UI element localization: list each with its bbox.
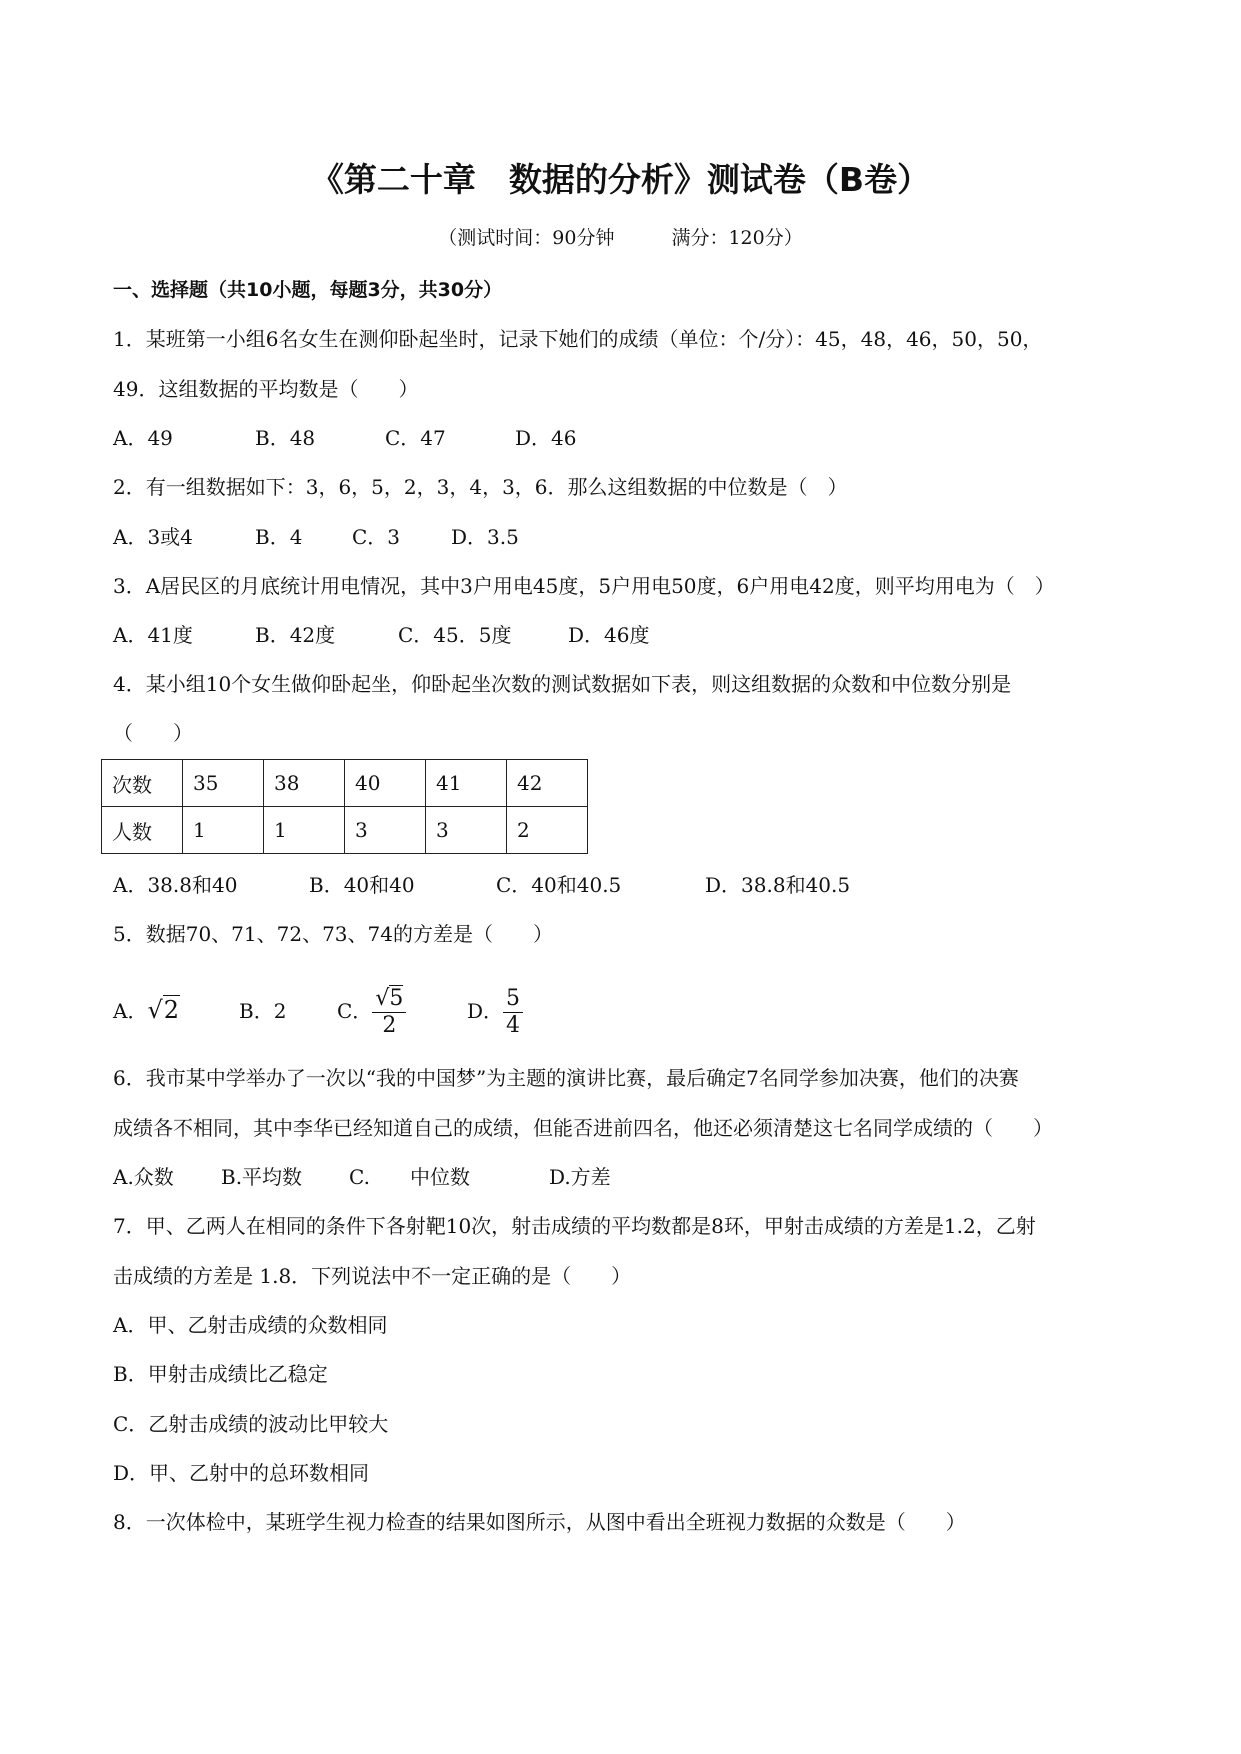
q7-option-b: B．甲射击成绩比乙稳定 — [113, 1362, 328, 1386]
q7-option-a: A．甲、乙射击成绩的众数相同 — [113, 1313, 388, 1337]
q5-options — [113, 980, 523, 1040]
table-cell: 2 — [507, 807, 588, 854]
q6-stem-line2: 成绩各不相同，其中李华已经知道自己的成绩，但能否进前四名，他还必须清楚这七名同学成绩的（ ） — [113, 1116, 1053, 1140]
q1-options — [113, 425, 576, 451]
q4-option-b: B．40和40 — [309, 873, 415, 897]
q1-option-c: C．47 — [385, 426, 446, 450]
q2-option-a: A．3或4 — [113, 525, 193, 549]
q4-option-a: A．38.8和40 — [113, 873, 238, 897]
table-row — [102, 760, 588, 807]
q7-stem-line2: 击成绩的方差是 1.8．下列说法中不一定正确的是（ ） — [113, 1264, 632, 1288]
table-cell: 41 — [426, 760, 507, 807]
q6-option-b: B.平均数 — [221, 1165, 303, 1189]
q1-stem-line2: 49．这组数据的平均数是（ ） — [113, 377, 419, 401]
q6-option-d: D.方差 — [549, 1165, 611, 1189]
table-cell: 次数 — [102, 760, 183, 807]
sqrt-expression: √2 — [147, 996, 180, 1024]
q2-option-b: B．4 — [255, 525, 303, 549]
table-cell: 38 — [264, 760, 345, 807]
q3-stem: 3．A居民区的月底统计用电情况，其中3户用电45度，5户用电50度，6户用电42度，则平均用电为（ ） — [113, 574, 1055, 598]
q1-option-a: A．49 — [113, 426, 173, 450]
q6-option-c: C. 中位数 — [349, 1165, 470, 1189]
q4-option-c: C．40和40.5 — [496, 873, 622, 897]
q6-options — [113, 1164, 611, 1190]
table-cell: 1 — [183, 807, 264, 854]
q5-option-d: D． $\frac{5}{4}$ — [467, 981, 523, 1041]
table-cell: 3 — [345, 807, 426, 854]
page-title: 《第二十章 数据的分析》测试卷（B卷） — [310, 160, 931, 199]
q8-stem: 8．一次体检中，某班学生视力检查的结果如图所示，从图中看出全班视力数据的众数是（ ） — [113, 1510, 966, 1534]
q2-option-c: C．3 — [352, 525, 401, 549]
q4-data-table — [101, 759, 588, 854]
q7-stem-line1: 7．甲、乙两人在相同的条件下各射靶10次，射击成绩的平均数都是8环，甲射击成绩的方差是1.2，乙射 — [113, 1214, 1036, 1238]
q5-option-b: B．2 — [239, 999, 287, 1023]
q3-option-d: D．46度 — [568, 623, 650, 647]
table-cell: 3 — [426, 807, 507, 854]
q1-stem-line1: 1．某班第一小组6名女生在测仰卧起坐时，记录下她们的成绩（单位：个/分）：45，48，46，50，50， — [113, 327, 1043, 351]
q6-option-a: A.众数 — [113, 1165, 174, 1189]
q4-options — [113, 872, 850, 898]
q4-option-d: D．38.8和40.5 — [705, 873, 851, 897]
q7-option-c: C．乙射击成绩的波动比甲较大 — [113, 1412, 389, 1436]
q2-options — [113, 524, 519, 550]
section-heading: 一、选择题（共10小题，每题3分，共30分） — [113, 279, 503, 301]
q2-option-d: D．3.5 — [451, 525, 519, 549]
q3-option-c: C．45．5度 — [398, 623, 512, 647]
q2-stem: 2．有一组数据如下：3，6，5，2，3，4，3，6．那么这组数据的中位数是（ ） — [113, 475, 848, 499]
q1-option-d: D．46 — [515, 426, 577, 450]
q1-option-b: B．48 — [255, 426, 316, 450]
q3-options — [113, 622, 649, 648]
exam-info: （测试时间：90分钟 满分：120分） — [438, 227, 803, 249]
table-cell: 35 — [183, 760, 264, 807]
table-cell: 40 — [345, 760, 426, 807]
q7-option-d: D．甲、乙射中的总环数相同 — [113, 1461, 370, 1485]
q5-option-a: A．√2 — [113, 996, 180, 1024]
table-row — [102, 807, 588, 854]
q5-option-c: C． $\frac{√5}{2}$ — [337, 981, 467, 1041]
q5-stem: 5．数据70、71、72、73、74的方差是（ ） — [113, 922, 553, 946]
fraction: $\frac{5}{4}$ — [503, 986, 523, 1039]
table-cell: 42 — [507, 760, 588, 807]
q3-option-b: B．42度 — [255, 623, 336, 647]
q4-stem-line1: 4．某小组10个女生做仰卧起坐，仰卧起坐次数的测试数据如下表，则这组数据的众数和中位数分别是 — [113, 672, 1012, 696]
fraction: $\frac{√5}{2}$ — [372, 986, 406, 1039]
q6-stem-line1: 6．我市某中学举办了一次以“我的中国梦”为主题的演讲比赛，最后确定7名同学参加决赛，他们的决赛 — [113, 1066, 1019, 1090]
table-cell: 人数 — [102, 807, 183, 854]
q3-option-a: A．41度 — [113, 623, 193, 647]
table-cell: 1 — [264, 807, 345, 854]
q4-stem-line2: （ ） — [113, 721, 193, 745]
